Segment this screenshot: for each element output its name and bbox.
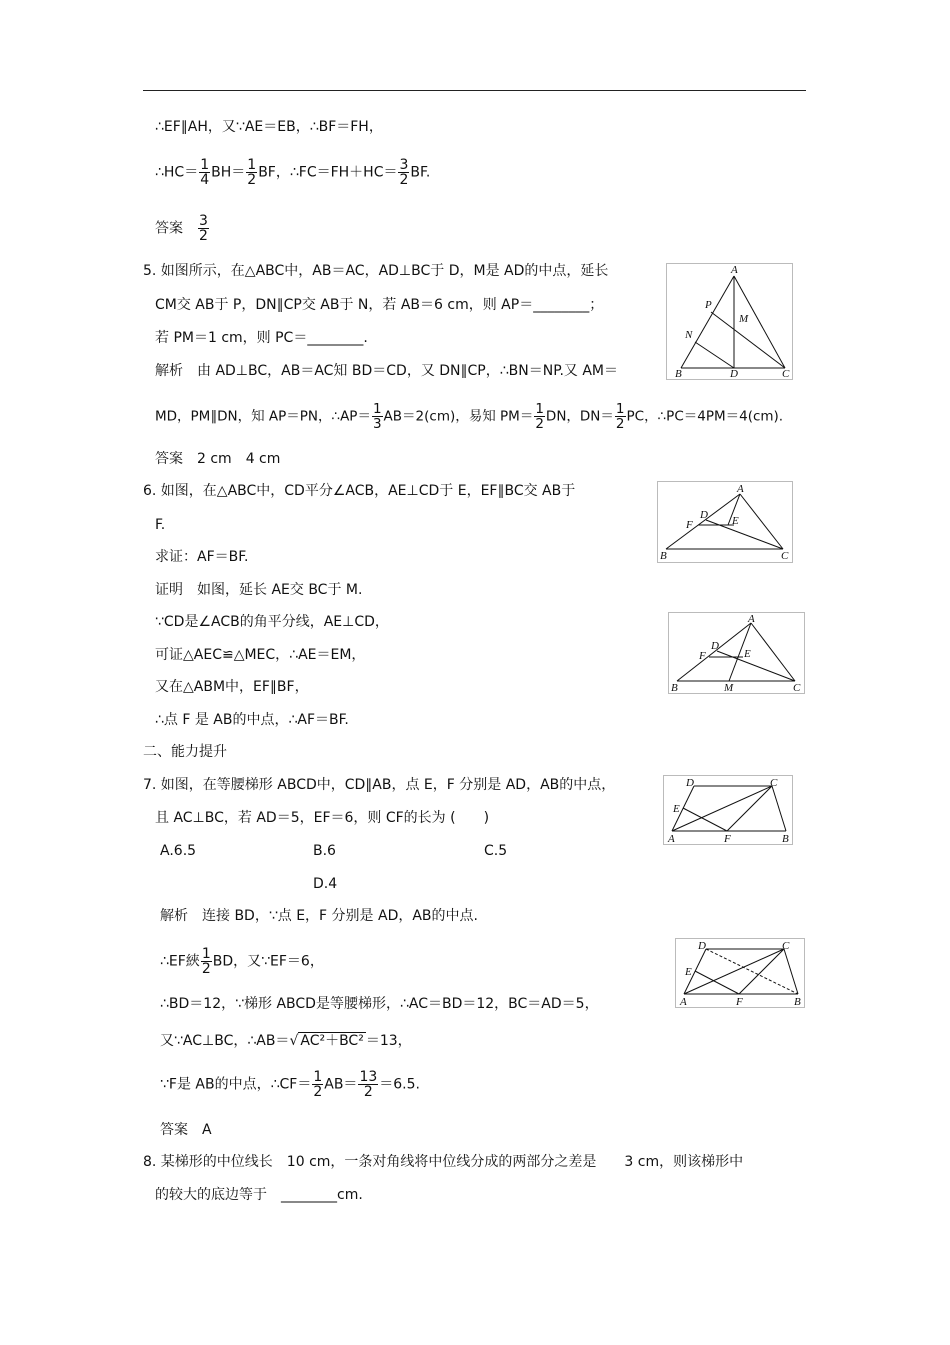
q6-line-8: ∴点 F 是 AB的中点，∴AF＝BF.: [155, 712, 349, 728]
q6-line-3: 求证：AF＝BF.: [155, 549, 249, 565]
q7-option-c: C.5: [484, 843, 508, 859]
q7-line-1: 7. 如图，在等腰梯形 ABCD中，CD∥AB，点 E，F 分别是 AD，AB的中点，: [143, 777, 616, 793]
label-D: D: [711, 640, 719, 652]
section-2-heading: 二、能力提升: [143, 744, 227, 760]
label-D: D: [730, 368, 738, 379]
q7-option-a: A.6.5: [160, 843, 197, 859]
q5-answer: 答案 2 cm 4 cm: [155, 451, 281, 467]
fraction: $\frac{1}{3}$: [372, 401, 382, 432]
fraction: $\frac{3}{2}$: [399, 157, 409, 188]
q7-option-b: B.6: [313, 843, 336, 859]
q7-option-d: D.4: [313, 876, 338, 892]
line-1: ∴EF∥AH，又∵AE＝EB，∴BF＝FH，: [155, 119, 383, 135]
q6-line-1: 6. 如图，在△ABC中，CD平分∠ACB，AE⊥CD于 E，EF∥BC交 AB于: [143, 483, 576, 499]
label-B: B: [675, 368, 682, 379]
label-C: C: [793, 682, 801, 693]
answer-1: 答案 $\frac{3}{2}$: [155, 213, 208, 244]
figure-q6b: [668, 612, 805, 694]
label-M: M: [724, 682, 734, 693]
q8-line-2: 的较大的底边等于 ________cm.: [155, 1187, 363, 1203]
fraction: $\frac{13}{2}$: [359, 1069, 378, 1100]
fraction: $\frac{1}{2}$: [313, 1069, 323, 1100]
label-F: F: [724, 833, 731, 844]
label-E: E: [685, 966, 692, 978]
label-D: D: [686, 777, 694, 789]
q6-line-5: ∵CD是∠ACB的角平分线，AE⊥CD，: [155, 614, 389, 630]
label-M: M: [739, 313, 749, 325]
label-F: F: [699, 650, 706, 662]
label-P: P: [705, 299, 712, 311]
q7-line-3: 解析 连接 BD，∵点 E，F 分别是 AD，AB的中点.: [160, 908, 478, 924]
q6-line-6: 可证△AEC≌△MEC，∴AE＝EM，: [155, 647, 366, 663]
label-E: E: [673, 803, 680, 815]
label-A: A: [748, 613, 755, 625]
line-2: ∴HC＝ $\frac{1}{4}$ BH＝ $\frac{1}{2}$ BF，∴FC＝FH＋HC＝ $\frac{3}{2}$ BF.: [155, 157, 431, 188]
q5-line-1: 5. 如图所示，在△ABC中，AB＝AC，AD⊥BC于 D，M是 AD的中点，延长: [143, 263, 609, 279]
label-N: N: [685, 329, 693, 341]
label-C: C: [770, 777, 778, 789]
label-B: B: [660, 550, 667, 562]
label-C: C: [782, 368, 790, 379]
figure-q5: [666, 263, 793, 380]
q7-line-4: ∴EF綊 $\frac{1}{2}$ BD，又∵EF＝6，: [160, 946, 324, 977]
label-A: A: [731, 264, 738, 276]
fraction: $\frac{3}{2}$: [199, 213, 208, 244]
label-C: C: [782, 940, 790, 952]
label-E: E: [744, 648, 751, 660]
label-B: B: [671, 682, 678, 693]
fraction: $\frac{1}{4}$: [200, 157, 210, 188]
fraction: $\frac{1}{2}$: [201, 946, 211, 977]
q6-line-2: F.: [155, 517, 166, 533]
fraction: $\frac{1}{2}$: [247, 157, 257, 188]
figure-q7b: [675, 938, 805, 1008]
q8-line-1: 8. 某梯形的中位线长 10 cm，一条对角线将中位线分成的两部分之差是 3 cm，则该梯形中: [143, 1154, 744, 1170]
q5-line-4: 解析 由 AD⊥BC，AB＝AC知 BD＝CD，又 DN∥CP，∴BN＝NP.又 AM＝: [155, 363, 619, 379]
q6-line-4: 证明 如图，延长 AE交 BC于 M.: [155, 582, 363, 598]
label-A: A: [668, 833, 675, 844]
q7-line-6: 又∵AC⊥BC，∴AB＝√ AC²＋BC² ＝13，: [160, 1033, 412, 1049]
q6-line-7: 又在△ABM中，EF∥BF，: [155, 679, 309, 695]
q5-line-2: CM交 AB于 P，DN∥CP交 AB于 N，若 AB＝6 cm，则 AP＝________；: [155, 297, 604, 313]
q7-line-2: 且 AC⊥BC，若 AD＝5，EF＝6，则 CF的长为 ( ): [155, 810, 490, 826]
q7-line-7: ∵F是 AB的中点，∴CF＝ $\frac{1}{2}$ AB＝ $\frac{13}{2}$ ＝6.5.: [160, 1069, 420, 1100]
label-A: A: [680, 996, 687, 1007]
label-B: B: [782, 833, 789, 844]
q7-line-5: ∴BD＝12，∵梯形 ABCD是等腰梯形，∴AC＝BD＝12，BC＝AD＝5，: [160, 996, 599, 1012]
q5-line-3: 若 PM＝1 cm，则 PC＝________.: [155, 330, 368, 346]
figure-q7a: [663, 775, 793, 845]
label-F: F: [736, 996, 743, 1007]
q7-answer: 答案 A: [160, 1122, 212, 1138]
q5-line-5: MD，PM∥DN，知 AP＝PN，∴AP＝ $\frac{1}{3}$ AB＝2(cm)，易知 PM＝ $\frac{1}{2}$ DN，DN＝ $\frac{1}{2}$ PC，∴PC＝4PM＝4(cm).: [155, 401, 784, 432]
label-B: B: [794, 996, 801, 1007]
label-F: F: [686, 519, 693, 531]
fraction: $\frac{1}{2}$: [535, 401, 544, 432]
label-C: C: [781, 550, 789, 562]
label-A: A: [737, 483, 744, 495]
label-D: D: [700, 509, 708, 521]
label-D: D: [698, 940, 706, 952]
header-rule: [143, 90, 806, 91]
fraction: $\frac{1}{2}$: [615, 401, 625, 432]
label-E: E: [732, 515, 739, 527]
figure-q6a: [657, 481, 793, 563]
